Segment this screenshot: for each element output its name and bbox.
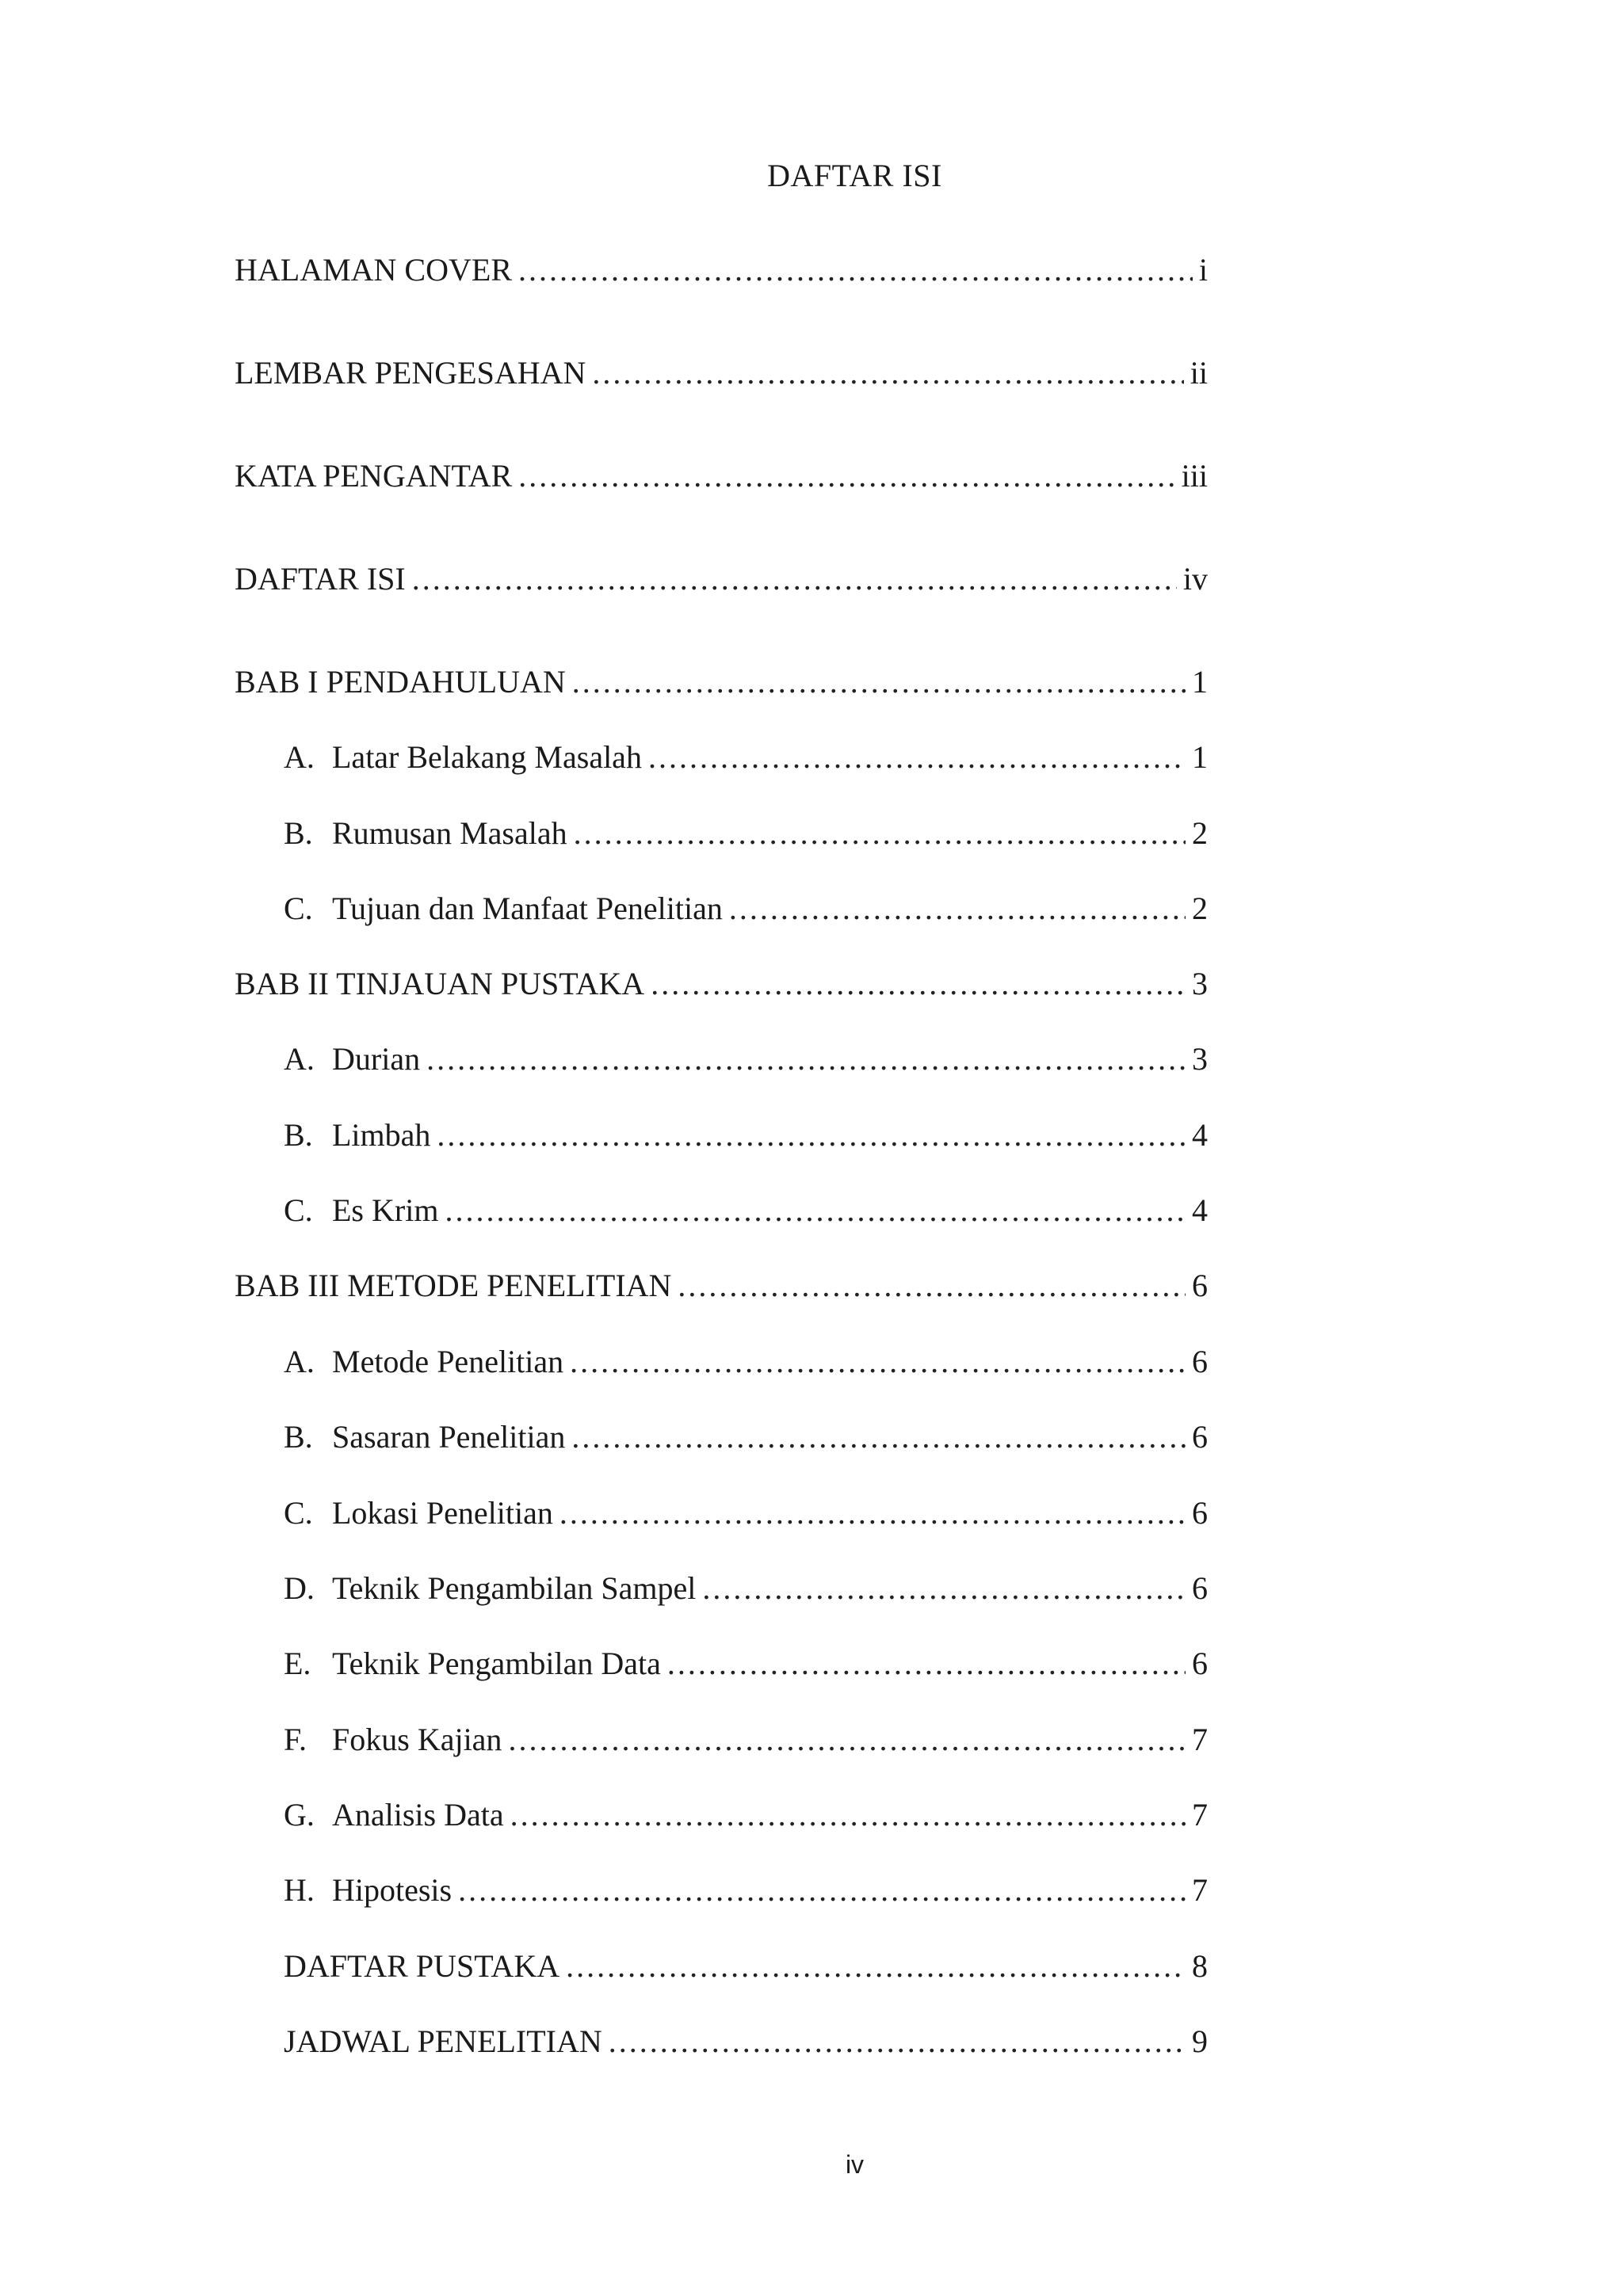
toc-entry: [235, 963, 1208, 1005]
toc-dot-leader: [510, 1794, 1186, 1836]
toc-entry-page: 9: [1192, 2023, 1208, 2059]
toc-entry-page: 2: [1192, 891, 1208, 926]
toc-entry: [235, 353, 1208, 394]
toc-entry: [284, 1341, 1208, 1383]
toc-entry-marker: C.: [284, 1495, 313, 1531]
toc-entry-label: HALAMAN COVER: [235, 252, 512, 288]
toc-dot-leader: [729, 888, 1186, 929]
toc-entry-page: 7: [1192, 1872, 1208, 1908]
toc-entry: [235, 662, 1208, 703]
toc-entry-page: iii: [1181, 458, 1208, 494]
toc-entry-marker: F.: [284, 1722, 307, 1757]
toc-entry-page: 2: [1192, 815, 1208, 851]
toc-entry-label: BAB III METODE PENELITIAN: [235, 1268, 672, 1303]
toc-dot-leader: [518, 250, 1193, 291]
toc-dot-leader: [592, 353, 1183, 394]
toc-entry-label: Limbah: [332, 1117, 431, 1153]
toc-entry-label: KATA PENGANTAR: [235, 458, 513, 494]
toc-entry: [284, 1493, 1208, 1534]
toc-entry: [284, 1643, 1208, 1684]
toc-entry-label: Sasaran Penelitian: [332, 1419, 566, 1455]
toc-entry: [284, 1946, 1208, 1987]
toc-entry: [284, 1568, 1208, 1609]
toc-entry-marker: G.: [284, 1797, 315, 1833]
toc-entry: [284, 1417, 1208, 1458]
toc-dot-leader: [412, 559, 1177, 600]
toc-entry: [284, 888, 1208, 929]
toc-entry-marker: B.: [284, 1419, 313, 1455]
toc-entry-label: Es Krim: [332, 1192, 439, 1228]
toc-dot-leader: [566, 1946, 1186, 1987]
toc-entry: [284, 1794, 1208, 1836]
toc-entry-page: 6: [1192, 1646, 1208, 1681]
toc-dot-leader: [571, 1417, 1186, 1458]
toc-entry-label: Durian: [332, 1041, 421, 1077]
toc-entry-marker: H.: [284, 1872, 315, 1908]
toc-entry-label: Lokasi Penelitian: [332, 1495, 553, 1531]
toc-entry: [284, 1190, 1208, 1231]
toc-entry-page: 4: [1192, 1117, 1208, 1153]
page-title: DAFTAR ISI: [767, 158, 942, 193]
toc-entry-label: Metode Penelitian: [332, 1344, 564, 1379]
toc-entry-marker: E.: [284, 1646, 311, 1681]
toc-entry-page: 6: [1192, 1419, 1208, 1455]
toc-dot-leader: [648, 737, 1186, 778]
toc-entry-label: Teknik Pengambilan Sampel: [332, 1570, 697, 1606]
toc-entry: [284, 813, 1208, 854]
toc-entry-page: iv: [1182, 561, 1208, 597]
toc-dot-leader: [559, 1493, 1186, 1534]
toc-entry-page: 6: [1192, 1344, 1208, 1379]
toc-entry: [284, 1719, 1208, 1760]
toc-dot-leader: [570, 1341, 1186, 1383]
toc-entry-label: Hipotesis: [332, 1872, 453, 1908]
toc-entry-label: JADWAL PENELITIAN: [284, 2023, 602, 2059]
toc-entry-page: i: [1198, 252, 1208, 288]
toc-entry: [235, 456, 1208, 497]
toc-entry: [284, 1039, 1208, 1080]
toc-entry: [284, 1115, 1208, 1156]
toc-dot-leader: [508, 1719, 1186, 1760]
toc-entry-label: Rumusan Masalah: [332, 815, 567, 851]
toc-dot-leader: [458, 1870, 1186, 1911]
toc-entry-label: Analisis Data: [332, 1797, 504, 1833]
toc-entry-label: BAB II TINJAUAN PUSTAKA: [235, 966, 645, 1001]
toc-entry-marker: B.: [284, 815, 313, 851]
toc-entry-marker: D.: [284, 1570, 315, 1606]
toc-entry-page: 1: [1192, 664, 1208, 700]
page-number: iv: [845, 2150, 865, 2179]
toc-entry: [235, 250, 1208, 291]
toc-dot-leader: [702, 1568, 1186, 1609]
toc-entry-label: LEMBAR PENGESAHAN: [235, 355, 586, 391]
toc-entry: [235, 559, 1208, 600]
toc-dot-leader: [445, 1190, 1186, 1231]
toc-entry-marker: A.: [284, 739, 315, 775]
toc-dot-leader: [572, 662, 1186, 703]
toc-entry: [235, 1265, 1208, 1306]
toc-entry-page: 7: [1192, 1722, 1208, 1757]
toc-entry-page: 4: [1192, 1192, 1208, 1228]
toc-entry-page: 6: [1192, 1570, 1208, 1606]
toc-dot-leader: [437, 1115, 1186, 1156]
toc-entry-page: 3: [1192, 1041, 1208, 1077]
toc-entry-marker: B.: [284, 1117, 313, 1153]
toc-entry-label: Latar Belakang Masalah: [332, 739, 642, 775]
toc-entry: [284, 1870, 1208, 1911]
toc-entry: [284, 737, 1208, 778]
toc-entry-page: 3: [1192, 966, 1208, 1001]
toc-entry-label: Teknik Pengambilan Data: [332, 1646, 661, 1681]
toc-entry-marker: A.: [284, 1041, 315, 1077]
toc-entry-marker: C.: [284, 1192, 313, 1228]
toc-entry-label: Tujuan dan Manfaat Penelitian: [332, 891, 723, 926]
toc-entry-page: 6: [1192, 1495, 1208, 1531]
toc-entry-marker: C.: [284, 891, 313, 926]
toc-entry-page: 7: [1192, 1797, 1208, 1833]
toc-entry-label: Fokus Kajian: [332, 1722, 502, 1757]
toc-dot-leader: [667, 1643, 1186, 1684]
toc-entry-page: 6: [1192, 1268, 1208, 1303]
toc-dot-leader: [426, 1039, 1186, 1080]
toc-dot-leader: [651, 963, 1186, 1005]
toc-entry-page: 1: [1192, 739, 1208, 775]
toc-entry: [284, 2021, 1208, 2062]
toc-entry-label: DAFTAR ISI: [235, 561, 406, 597]
toc-entry-label: DAFTAR PUSTAKA: [284, 1948, 560, 1984]
toc-dot-leader: [678, 1265, 1186, 1306]
toc-dot-leader: [609, 2021, 1186, 2062]
toc-entry-page: ii: [1190, 355, 1208, 391]
toc-dot-leader: [518, 456, 1174, 497]
toc-entry-page: 8: [1192, 1948, 1208, 1984]
toc-entry-marker: A.: [284, 1344, 315, 1379]
toc-entry-label: BAB I PENDAHULUAN: [235, 664, 566, 700]
toc-dot-leader: [574, 813, 1186, 854]
